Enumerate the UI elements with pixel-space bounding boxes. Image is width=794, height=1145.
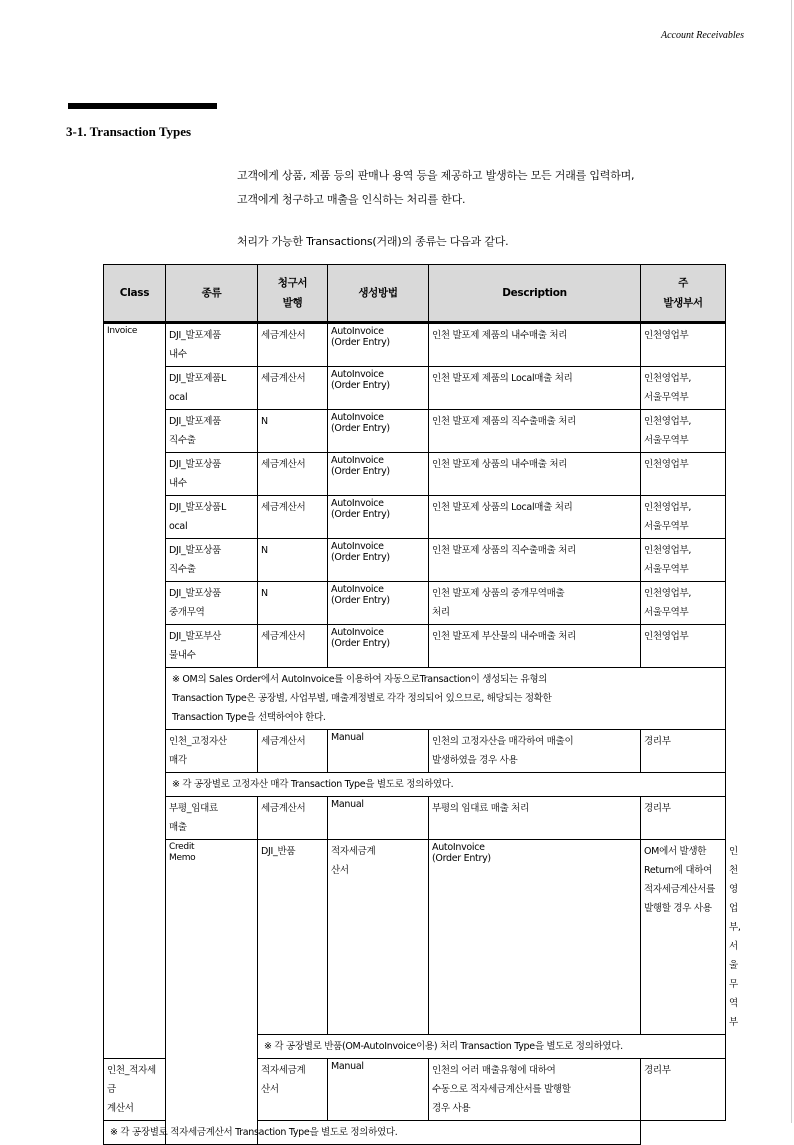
dept-cell: 경리부 xyxy=(641,1059,726,1121)
cell-line: 직수출 xyxy=(169,435,196,446)
cell-line: (Order Entry) xyxy=(331,509,390,520)
cell-line: 인천의 고정자산을 매각하여 매출이 xyxy=(432,736,574,747)
cell-line: 인천영업부, xyxy=(644,588,692,599)
table-header-row xyxy=(104,265,726,323)
cell-line: 인천영업부, xyxy=(644,416,692,427)
issue-cell: N xyxy=(258,539,328,582)
cell-line: 처리 xyxy=(432,607,450,618)
cell-line: DJI_발포제품L xyxy=(169,373,226,384)
method-cell xyxy=(328,410,429,453)
cell-line: 인천영업부, xyxy=(644,502,692,513)
page-edge-line xyxy=(791,0,792,1123)
cell-line: Memo xyxy=(169,853,196,863)
cell-line: 서울무역부 xyxy=(644,435,689,446)
method-cell xyxy=(328,625,429,668)
cell-line: 수동으로 적자세금계산서를 발행할 xyxy=(432,1084,571,1095)
table-row xyxy=(104,496,726,539)
header-line: 주 xyxy=(678,277,688,289)
class-invoice: Invoice xyxy=(104,323,166,1059)
cell-line: 인천의 어러 매출유형에 대하여 xyxy=(432,1065,556,1076)
issue-cell: 세금계산서 xyxy=(258,323,328,367)
dept-cell xyxy=(641,367,726,410)
table-row xyxy=(104,323,726,367)
dept-cell xyxy=(641,582,726,625)
cell-line: 서울무역부 xyxy=(644,392,689,403)
note-cell: ※ 각 공장별로 적자세금계산서 Transaction Type을 별도로 정의하였다. xyxy=(104,1121,641,1145)
cell-line: 서울무역부 xyxy=(644,564,689,575)
issue-cell: 세금계산서 xyxy=(258,730,328,773)
desc-cell xyxy=(429,730,641,773)
cell-line: (Order Entry) xyxy=(331,638,390,649)
table-row xyxy=(104,410,726,453)
cell-line: 계산서 xyxy=(107,1103,134,1114)
method-cell xyxy=(328,367,429,410)
method-cell: Manual xyxy=(328,730,429,773)
cell-line: AutoInvoice xyxy=(432,842,485,853)
cell-line: 경우 사용 xyxy=(432,1103,471,1114)
header-line: 청구서 xyxy=(277,277,308,289)
section-title: 3-1. Transaction Types xyxy=(66,124,192,139)
cell-line: 발생하였을 경우 사용 xyxy=(432,755,518,766)
cell-line: 인천 발포제 상품의 중개무역매출 xyxy=(432,588,565,599)
note-row xyxy=(104,1121,726,1145)
cell-line: 매각 xyxy=(169,755,187,766)
table-row xyxy=(104,797,726,840)
cell-line: 내수 xyxy=(169,349,187,360)
class-credit-memo xyxy=(166,840,258,1145)
cell-line: ocal xyxy=(169,392,188,403)
table-row xyxy=(104,625,726,668)
cell-line: (Order Entry) xyxy=(331,595,390,606)
cell-line: 적자세금계 xyxy=(261,1065,306,1076)
dept-cell xyxy=(641,410,726,453)
desc-cell: 인천 발포제 제품의 내수매출 처리 xyxy=(429,323,641,367)
type-cell: DJI_반품 xyxy=(258,840,328,1035)
type-cell xyxy=(166,323,258,367)
cell-line: 직수출 xyxy=(169,564,196,575)
header-description: Description xyxy=(429,265,641,323)
desc-cell xyxy=(429,1059,641,1121)
note-cell: ※ 각 공장별로 고정자산 매각 Transaction Type을 별도로 정의하였다. xyxy=(166,773,726,797)
type-cell xyxy=(166,496,258,539)
type-cell xyxy=(166,625,258,668)
dept-cell: 경리부 xyxy=(641,797,726,840)
cell-line: DJI_발포상품L xyxy=(169,502,226,513)
cell-line: AutoInvoice xyxy=(331,412,384,423)
issue-cell: 세금계산서 xyxy=(258,496,328,539)
method-cell xyxy=(328,582,429,625)
cell-line: 산서 xyxy=(331,865,349,876)
cell-line: 매출 xyxy=(169,822,187,833)
type-cell xyxy=(166,539,258,582)
header-invoice-issue xyxy=(258,265,328,323)
dept-cell xyxy=(641,496,726,539)
type-cell xyxy=(166,582,258,625)
header-line: 발생부서 xyxy=(663,297,703,309)
cell-line: 인천영업부, xyxy=(729,846,741,933)
cell-line: AutoInvoice xyxy=(331,627,384,638)
note-cell: ※ 각 공장별로 반품(OM-AutoInvoice이용) 처리 Transaction Type을 별도로 정의하였다. xyxy=(258,1035,726,1059)
method-cell: Manual xyxy=(328,797,429,840)
cell-line: (Order Entry) xyxy=(331,552,390,563)
header-dept xyxy=(641,265,726,323)
cell-line: 인천영업부, xyxy=(644,545,692,556)
dept-cell: 인천영업부 xyxy=(641,625,726,668)
cell-line: 인천_적자세금 xyxy=(107,1065,156,1095)
header-type: 종류 xyxy=(166,265,258,323)
cell-line: DJI_발포제품 xyxy=(169,330,221,341)
table-row xyxy=(104,453,726,496)
cell-line: 내수 xyxy=(169,478,187,489)
type-cell xyxy=(166,410,258,453)
cell-line: 물내수 xyxy=(169,650,196,661)
cell-line: AutoInvoice xyxy=(331,584,384,595)
desc-cell: 부평의 임대료 매출 처리 xyxy=(429,797,641,840)
section-rule xyxy=(68,103,217,109)
cell-line: 서울무역부 xyxy=(729,941,738,1028)
cell-line: 산서 xyxy=(261,1084,279,1095)
cell-line: 서울무역부 xyxy=(644,607,689,618)
note-cell xyxy=(166,668,726,730)
issue-cell: 세금계산서 xyxy=(258,367,328,410)
desc-cell: 인천 발포제 제품의 Local매출 처리 xyxy=(429,367,641,410)
cell-line: ocal xyxy=(169,521,188,532)
table-row xyxy=(104,539,726,582)
cell-line: (Order Entry) xyxy=(432,853,491,864)
method-cell: Manual xyxy=(328,1059,429,1121)
header-class: Class xyxy=(104,265,166,323)
cell-line: DJI_발포부산 xyxy=(169,631,221,642)
cell-line: DJI_발포상품 xyxy=(169,588,221,599)
cell-line: (Order Entry) xyxy=(331,466,390,477)
method-cell xyxy=(328,453,429,496)
note-line: Transaction Type은 공장별, 사업부별, 매출계정별로 각각 정의되어 있으므로, 해당되는 정확한 xyxy=(172,693,552,704)
cell-line: AutoInvoice xyxy=(331,326,384,337)
dept-cell: 인천영업부 xyxy=(641,323,726,367)
note-line: ※ OM의 Sales Order에서 AutoInvoice를 이용하여 자동으로Transaction이 생성되는 유형의 xyxy=(172,674,548,685)
method-cell xyxy=(328,496,429,539)
table-row xyxy=(104,730,726,773)
type-cell xyxy=(166,797,258,840)
cell-line: (Order Entry) xyxy=(331,423,390,434)
note-line: Transaction Type을 선택하여야 한다. xyxy=(172,712,326,723)
header-line: 발행 xyxy=(282,297,303,309)
cell-line: AutoInvoice xyxy=(331,369,384,380)
intro-line: 고객에게 상품, 제품 등의 판매나 용역 등을 제공하고 발생하는 모든 거래를 입력하며, xyxy=(237,169,635,182)
type-cell xyxy=(104,1059,166,1121)
issue-cell: 세금계산서 xyxy=(258,625,328,668)
desc-cell: 인천 발포제 부산물의 내수매출 처리 xyxy=(429,625,641,668)
desc-cell xyxy=(641,840,726,1035)
cell-line: 부평_임대료 xyxy=(169,803,218,814)
cell-line: Credit xyxy=(169,842,195,852)
issue-cell: 세금계산서 xyxy=(258,797,328,840)
dept-cell: 인천영업부 xyxy=(641,453,726,496)
issue-cell: N xyxy=(258,410,328,453)
note-row xyxy=(104,668,726,730)
cell-line: AutoInvoice xyxy=(331,455,384,466)
method-cell xyxy=(429,840,641,1035)
type-cell xyxy=(166,367,258,410)
cell-line: (Order Entry) xyxy=(331,380,390,391)
cell-line: AutoInvoice xyxy=(331,498,384,509)
cell-line: DJI_발포제품 xyxy=(169,416,221,427)
desc-cell: 인천 발포제 제품의 직수출매출 처리 xyxy=(429,410,641,453)
issue-cell xyxy=(328,840,429,1035)
issue-cell xyxy=(258,1059,328,1121)
cell-line: DJI_발포상품 xyxy=(169,545,221,556)
cell-line: AutoInvoice xyxy=(331,541,384,552)
method-cell xyxy=(328,323,429,367)
desc-cell xyxy=(429,582,641,625)
table-row xyxy=(104,840,726,1035)
type-cell xyxy=(166,453,258,496)
cell-line: 인천영업부, xyxy=(644,373,692,384)
header-method: 생성방법 xyxy=(328,265,429,323)
intro-paragraph xyxy=(237,164,757,212)
cell-line: 중개무역 xyxy=(169,607,205,618)
table-row xyxy=(104,367,726,410)
type-cell xyxy=(166,730,258,773)
cell-line: 적자세금계산서를 발행할 경우 사용 xyxy=(644,884,716,914)
intro-line: 고객에게 청구하고 매출을 인식하는 처리를 한다. xyxy=(237,193,466,206)
cell-line: OM에서 발생한 Return에 대하여 xyxy=(644,846,712,876)
cell-line: 서울무역부 xyxy=(644,521,689,532)
transaction-types-table xyxy=(103,264,741,1145)
method-cell xyxy=(328,539,429,582)
dept-cell xyxy=(641,539,726,582)
desc-cell: 인천 발포제 상품의 Local매출 처리 xyxy=(429,496,641,539)
cell-line: 인천_고정자산 xyxy=(169,736,227,747)
issue-cell: 세금계산서 xyxy=(258,453,328,496)
running-header: Account Receivables xyxy=(660,30,744,41)
table-lead: 처리가 가능한 Transactions(거래)의 종류는 다음과 같다. xyxy=(237,235,509,248)
cell-line: (Order Entry) xyxy=(331,337,390,348)
cell-line: 적자세금계 xyxy=(331,846,376,857)
cell-line: DJI_발포상품 xyxy=(169,459,221,470)
table-row xyxy=(104,582,726,625)
issue-cell: N xyxy=(258,582,328,625)
note-row xyxy=(104,773,726,797)
desc-cell: 인천 발포제 상품의 직수출매출 처리 xyxy=(429,539,641,582)
desc-cell: 인천 발포제 상품의 내수매출 처리 xyxy=(429,453,641,496)
dept-cell: 경리부 xyxy=(641,730,726,773)
